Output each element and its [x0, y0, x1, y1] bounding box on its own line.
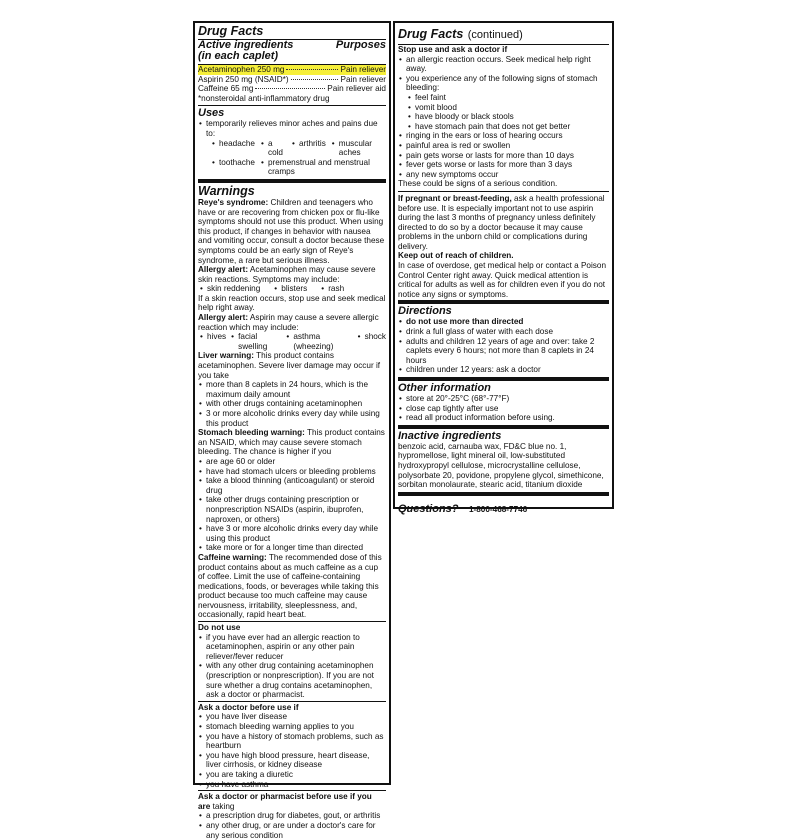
list-item: • children under 12 years: ask a doctor	[398, 365, 609, 375]
stop-use-section: Drug Facts (continued) Stop use and ask a doctor if • an allergic reaction occurs. Seek medical help right away. • you experience any of the following signs of stomach bleeding: • feel faint • vomit blood • have bloody or black stools • have stomach pain that does not get better • ringing in the ears or loss of hearing occurs • painful area is red or swollen • pain gets worse or lasts for more than 10 days • fever gets worse or lasts for more than 3 days • any new symptoms occur These could be signs of a serious condition.	[398, 25, 609, 192]
list-item: • any other drug, or are under a doctor's care for any serious condition	[198, 821, 386, 840]
sub-list-item: • feel faint	[398, 93, 609, 103]
ingredient-row: Aspirin 250 mg (NSAID*) Pain reliever	[198, 74, 386, 84]
inactive-ingredients-section	[398, 431, 609, 496]
uses-intro: • temporarily relieves minor aches and pains due to:	[198, 119, 386, 138]
list-item: • take other drugs containing prescription or nonprescription NSAIDs (aspirin, ibuprofen, naproxen, or others)	[198, 495, 386, 524]
sub-list-item: • vomit blood	[398, 103, 609, 113]
list-item: • you have high blood pressure, heart disease, liver cirrhosis, or kidney disease	[198, 751, 386, 770]
do-not-use-heading: Do not use	[198, 623, 241, 633]
uses-heading: Uses	[198, 107, 225, 120]
active-ingredients-section	[198, 25, 386, 106]
list-item: • any new symptoms occur	[398, 170, 609, 180]
list-item: • painful area is red or swollen	[398, 141, 609, 151]
skin-reaction-list: • skin reddening • blisters • rash	[198, 284, 386, 294]
phone-number: 1-800-468-7746	[468, 504, 528, 514]
list-item: • have had stomach ulcers or bleeding problems	[198, 467, 386, 477]
liver-warning-text: This product contains acetaminophen. Severe liver damage may occur if you take	[198, 351, 381, 380]
purposes-heading: Purposes	[335, 39, 386, 51]
sub-list-item: • have bloody or black stools	[398, 112, 609, 122]
drug-facts-right-panel	[393, 21, 614, 515]
directions-section	[398, 306, 609, 381]
overdose-text: In case of overdose, get medical help or contact a Poison Control Center right away. Quick medical attention is critical for adults as well as for children even if you do not notice any signs or symptoms.	[398, 261, 606, 299]
stop-use-heading: Stop use and ask a doctor if	[398, 45, 508, 54]
uses-row-1: • headache • a cold • arthritis • muscular aches	[198, 139, 386, 158]
active-ingredients-subheading: (in each caplet)	[198, 50, 279, 62]
list-item: • an allergic reaction occurs. Seek medical help right away.	[398, 55, 609, 74]
list-item: • pain gets worse or lasts for more than 10 days	[398, 151, 609, 161]
list-item: • with any other drug containing acetaminophen (prescription or nonprescription). If you are not sure whether a drug contains acetaminophen, ask a doctor or pharmacist.	[198, 661, 386, 699]
list-item: • take more or for a longer time than directed	[198, 543, 386, 553]
uses-row-2: • toothache • premenstrual and menstrual cramps	[198, 158, 386, 177]
stomach-bleeding-text: This product contains an NSAID, which may cause severe stomach bleeding. The chance is higher if you	[198, 428, 385, 457]
list-item: • are age 60 or older	[198, 457, 386, 467]
questions-section	[398, 499, 609, 517]
drug-facts-continued-title: Drug Facts	[398, 27, 464, 41]
ask-pharmacist-heading: Ask a doctor or pharmacist before use if you are	[198, 792, 372, 811]
stop-use-after: These could be signs of a serious condition.	[398, 179, 558, 189]
list-item: • store at 20°-25°C (68°-77°F)	[398, 394, 609, 404]
allergy-alert-aspirin: Aspirin may cause a severe allergic reaction which may include:	[198, 313, 379, 332]
ingredient-row: Acetaminophen 250 mg Pain reliever	[198, 65, 386, 74]
do-not-use-section	[198, 623, 386, 702]
pregnancy-text: ask a health professional before use. It is especially important not to use aspirin during the last 3 months of pregnancy unless definitely directed to do so by a doctor because it may cause problems in the unborn child or complications during delivery.	[398, 193, 605, 251]
list-item: • ringing in the ears or loss of hearing occurs	[398, 131, 609, 141]
caffeine-warning-text: The recommended dose of this product contains about as much caffeine as a cup of coffee. Limit the use of caffeine-containing medications, foods, or beverages while taking this product because too much caffeine may cause nervousness, irritability, sleeplessness, and, occasionally, rapid heart beat.	[198, 552, 382, 620]
list-item: • fever gets worse or lasts for more than 3 days	[398, 160, 609, 170]
list-item: • have 3 or more alcoholic drinks every day while using this product	[198, 524, 386, 543]
list-item: • adults and children 12 years of age and over: take 2 caplets every 6 hours; not more than 8 caplets in 24 hours	[398, 337, 609, 366]
list-item: • read all product information before using.	[398, 413, 609, 423]
pregnancy-section: If pregnant or breast-feeding, ask a health professional before use. It is especially important not to use aspirin during the last 3 months of pregnancy unless definitely directed to do so by a doctor because it may cause problems in the unborn child or complications during delivery. Keep out of reach of children. In case of overdose, get medical help or contact a Poison Control Center right away. Quick medical attention is critical for adults as well as for children even if you do not notice any signs or symptoms.	[398, 194, 609, 305]
keep-out-of-reach-heading: Keep out of reach of children.	[398, 251, 514, 261]
list-item: • a prescription drug for diabetes, gout, or arthritis	[198, 811, 386, 821]
ask-doctor-heading: Ask a doctor before use if	[198, 702, 299, 712]
list-item: • 3 or more alcoholic drinks every day while using this product	[198, 409, 386, 428]
active-ingredients-heading: Active ingredients	[198, 39, 294, 51]
drug-facts-title: Drug Facts	[198, 24, 264, 38]
allergic-reaction-list: • hives • facial swelling • asthma (wheezing) • shock	[198, 332, 386, 351]
other-information-section	[398, 383, 609, 429]
ask-doctor-section	[198, 703, 386, 791]
list-item: • drink a full glass of water with each dose	[398, 327, 609, 337]
directions-heading: Directions	[398, 305, 452, 318]
sub-list-item: • have stomach pain that does not get better	[398, 122, 609, 132]
list-item: • you experience any of the following signs of stomach bleeding:	[398, 74, 609, 93]
ask-pharmacist-section: Ask a doctor or pharmacist before use if you are taking • a prescription drug for diabetes, gout, or arthritis • any other drug, or are under a doctor's care for any serious condition	[198, 792, 386, 840]
list-item: • do not use more than directed	[398, 317, 609, 327]
list-item: • close cap tightly after use	[398, 404, 609, 414]
list-item: • you have liver disease	[198, 712, 386, 722]
list-item: • with other drugs containing acetaminophen	[198, 399, 386, 409]
list-item: • if you have ever had an allergic reaction to acetaminophen, aspirin or any other pain reliever/fever reducer	[198, 633, 386, 662]
list-item: • take a blood thinning (anticoagulant) or steroid drug	[198, 476, 386, 495]
list-item: • you are taking a diuretic	[198, 770, 386, 780]
list-item: • stomach bleeding warning applies to you	[198, 722, 386, 732]
warnings-section: Warnings Reye's syndrome: Children and teenagers who have or are recovering from chicken pox or flu-like symptoms should not use this product. When using this product, if changes in behavior with nausea and vomiting occur, consult a doctor because these symptoms could be an early sign of Reye's syndrome, a rare but serious illness. Allergy alert: Acetaminophen may cause severe skin reactions. Symptoms may include: • skin reddening • blisters • rash If a skin reaction occurs, stop use and seek medical help right away. Allergy alert: Aspirin may cause a severe allergic reaction which may include: • hives • facial swelling • asthma (wheezing) • shock Liver warning: This product contains acetaminophen. Severe liver damage may occur if you take • more than 8 caplets in 24 hours, which is the maximum daily amount • with other drugs containing acetaminophen • 3 or more alcoholic drinks every day while using this product Stomach bleeding warning: This product contains an NSAID, which may cause severe stomach bleeding. The chance is higher if you • are age 60 or older • have had stomach ulcers or bleeding problems • take a blood thinning (anticoagulant) or steroid drug • take other drugs containing prescription or nonprescription NSAIDs (aspirin, ibuprofen, naproxen, or others) • have 3 or more alcoholic drinks every day while using this product • take more or for a longer time than directed Caffeine warning: The recommended dose of this product contains about as much caffeine as a cup of coffee. Limit the use of caffeine-containing medications, foods, or beverages while taking this product because too much caffeine may cause nervousness, irritability, sleeplessness, and, occasionally, rapid heart beat.	[198, 185, 386, 622]
warnings-heading: Warnings	[198, 183, 255, 198]
questions-heading: Questions?	[398, 502, 459, 515]
inactive-ingredients-heading: Inactive ingredients	[398, 429, 502, 442]
list-item: • you have a history of stomach problems, such as heartburn	[198, 732, 386, 751]
allergy-alert-acetaminophen: Acetaminophen may cause severe skin reactions. Symptoms may include:	[198, 265, 376, 284]
nsaid-footnote: *nonsteroidal anti-inflammatory drug	[198, 93, 330, 103]
ingredient-row: Caffeine 65 mg Pain reliever aid	[198, 84, 386, 94]
other-information-heading: Other information	[398, 382, 491, 394]
uses-section	[198, 108, 386, 183]
inactive-ingredients-text: benzoic acid, carnauba wax, FD&C blue no. 1, hypromellose, light mineral oil, low-substituted hydroxypropyl cellulose, microcrystalline cellulose, polysorbate 20, povidone, propylene glycol, simethicone, sorbitan monolaurate, stearic acid, titanium dioxide	[398, 441, 604, 490]
drug-facts-left-panel	[193, 21, 391, 840]
list-item: • more than 8 caplets in 24 hours, which is the maximum daily amount	[198, 380, 386, 399]
list-item: • you have asthma	[198, 780, 386, 790]
reye-syndrome-text: Children and teenagers who have or are recovering from chicken pox or flu-like symptoms should not use this product. When using this product, if changes in behavior with nausea and vomiting occur, consult a doctor because these symptoms could be an early sign of Reye's syndrome, a rare but serious illness.	[198, 197, 385, 265]
